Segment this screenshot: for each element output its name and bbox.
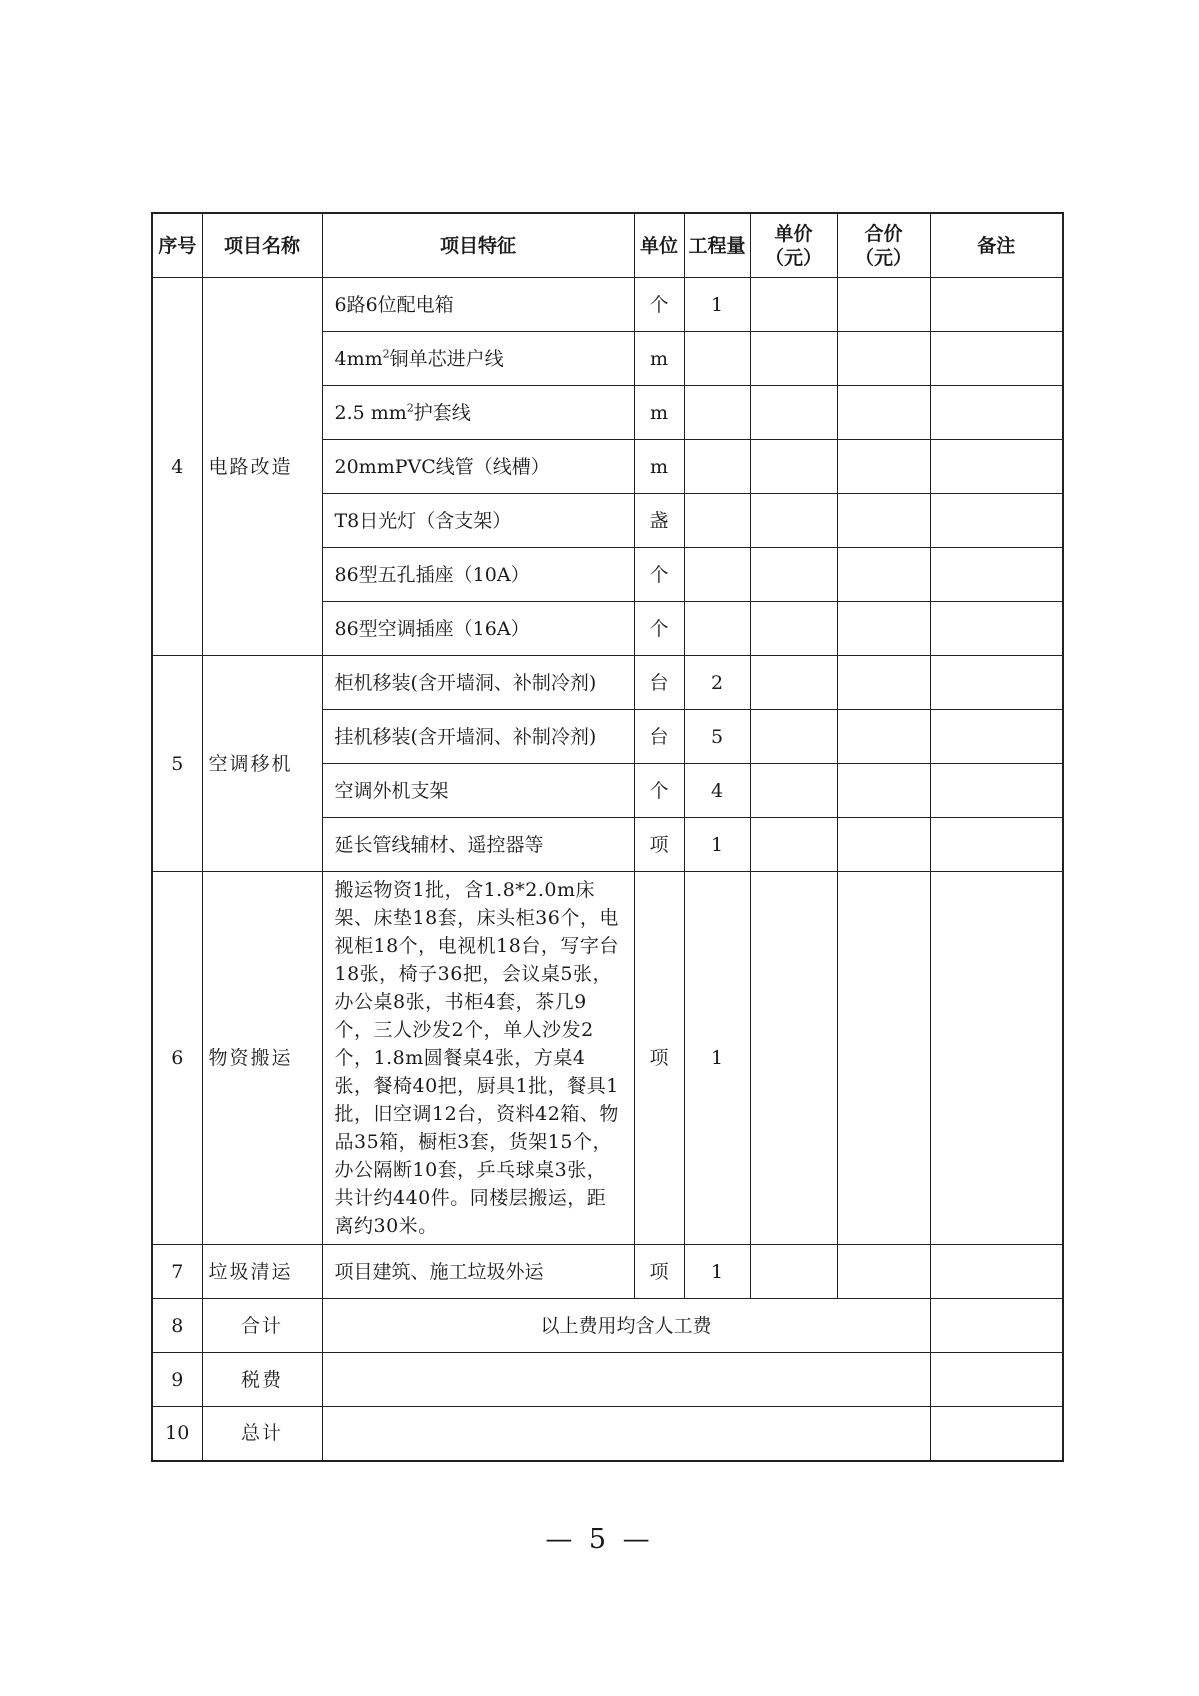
unit-cell: 项 bbox=[634, 818, 684, 872]
unit-price-cell bbox=[750, 602, 837, 656]
quantity-cell bbox=[684, 548, 750, 602]
total-price-cell bbox=[837, 332, 930, 386]
header-total-price-line1: 合价 bbox=[864, 222, 903, 245]
unit-price-cell bbox=[750, 386, 837, 440]
quantity-cell bbox=[684, 386, 750, 440]
tax-value bbox=[322, 1353, 930, 1407]
seq-cell: 7 bbox=[152, 1245, 202, 1299]
unit-cell: m bbox=[634, 332, 684, 386]
bill-of-quantities-table bbox=[151, 212, 1064, 1462]
remarks-cell bbox=[930, 872, 1063, 1245]
feature-text: 4mm bbox=[334, 347, 383, 370]
header-total-price-line2: （元） bbox=[854, 246, 912, 269]
quantity-cell: 1 bbox=[684, 872, 750, 1245]
seq-cell: 9 bbox=[152, 1353, 202, 1407]
unit-price-cell bbox=[750, 710, 837, 764]
remarks-cell bbox=[930, 332, 1063, 386]
remarks-cell bbox=[930, 656, 1063, 710]
remarks-cell bbox=[930, 386, 1063, 440]
total-price-cell bbox=[837, 656, 930, 710]
total-price-cell bbox=[837, 764, 930, 818]
feature-cell: 86型空调插座（16A） bbox=[322, 602, 634, 656]
remarks-cell bbox=[930, 440, 1063, 494]
quantity-cell: 4 bbox=[684, 764, 750, 818]
remarks-cell bbox=[930, 548, 1063, 602]
tax-row bbox=[152, 1353, 1063, 1407]
header-row bbox=[152, 213, 1063, 278]
total-price-cell bbox=[837, 548, 930, 602]
table-row bbox=[152, 872, 1063, 1245]
remarks-cell bbox=[930, 1407, 1063, 1461]
quantity-cell bbox=[684, 602, 750, 656]
unit-price-cell bbox=[750, 278, 837, 332]
quantity-cell: 1 bbox=[684, 278, 750, 332]
remarks-cell bbox=[930, 1299, 1063, 1353]
superscript: 2 bbox=[406, 401, 414, 415]
unit-cell: 台 bbox=[634, 710, 684, 764]
remarks-cell bbox=[930, 494, 1063, 548]
total-price-cell bbox=[837, 818, 930, 872]
superscript: 2 bbox=[382, 347, 390, 361]
feature-cell: 空调外机支架 bbox=[322, 764, 634, 818]
unit-price-cell bbox=[750, 494, 837, 548]
unit-price-cell bbox=[750, 818, 837, 872]
page-number: — 5 — bbox=[545, 1524, 654, 1555]
total-price-cell bbox=[837, 278, 930, 332]
remarks-cell bbox=[930, 278, 1063, 332]
unit-cell: 盏 bbox=[634, 494, 684, 548]
unit-cell: m bbox=[634, 440, 684, 494]
quantity-cell: 2 bbox=[684, 656, 750, 710]
total-price-cell bbox=[837, 602, 930, 656]
feature-cell: 项目建筑、施工垃圾外运 bbox=[322, 1245, 634, 1299]
grand-total-label: 总计 bbox=[202, 1407, 322, 1461]
remarks-cell bbox=[930, 1353, 1063, 1407]
quantity-cell bbox=[684, 440, 750, 494]
tax-label: 税费 bbox=[202, 1353, 322, 1407]
remarks-cell bbox=[930, 710, 1063, 764]
remarks-cell bbox=[930, 818, 1063, 872]
feature-cell: 柜机移装(含开墙洞、补制冷剂) bbox=[322, 656, 634, 710]
unit-price-cell bbox=[750, 332, 837, 386]
total-price-cell bbox=[837, 386, 930, 440]
item-name-cell: 空调移机 bbox=[202, 656, 322, 872]
quantity-cell bbox=[684, 494, 750, 548]
feature-cell: 20mmPVC线管（线槽） bbox=[322, 440, 634, 494]
unit-cell: 个 bbox=[634, 764, 684, 818]
feature-cell: 挂机移装(含开墙洞、补制冷剂) bbox=[322, 710, 634, 764]
feature-cell bbox=[322, 386, 634, 440]
unit-price-cell bbox=[750, 548, 837, 602]
unit-cell: 个 bbox=[634, 278, 684, 332]
total-price-cell bbox=[837, 710, 930, 764]
quantity-cell bbox=[684, 332, 750, 386]
feature-text: 2.5 mm bbox=[334, 401, 407, 424]
grand-total-row bbox=[152, 1407, 1063, 1461]
remarks-cell bbox=[930, 1245, 1063, 1299]
remarks-cell bbox=[930, 764, 1063, 818]
feature-cell: 搬运物资1批，含1.8*2.0m床架、床垫18套，床头柜36个，电视柜18个，电视机18台，写字台18张，椅子36把，会议桌5张，办公桌8张，书柜4套，茶几9个，三人沙发2个，单人沙发2个，1.8m圆餐桌4张，方桌4张，餐椅40把，厨具1批，餐具1批，旧空调12台，资料42箱、物品35箱，橱柜3套，货架15个，办公隔断10套，乒乓球桌3张，共计约440件。同楼层搬运，距离约30米。 bbox=[322, 872, 634, 1245]
seq-cell: 10 bbox=[152, 1407, 202, 1461]
subtotal-row bbox=[152, 1299, 1063, 1353]
feature-text: 铜单芯进户线 bbox=[389, 347, 504, 370]
seq-cell: 4 bbox=[152, 278, 202, 656]
item-name-cell: 物资搬运 bbox=[202, 872, 322, 1245]
subtotal-note: 以上费用均含人工费 bbox=[322, 1299, 930, 1353]
header-seq: 序号 bbox=[152, 213, 202, 278]
total-price-cell bbox=[837, 872, 930, 1245]
unit-price-cell bbox=[750, 1245, 837, 1299]
header-total-price bbox=[837, 213, 930, 278]
feature-cell bbox=[322, 332, 634, 386]
feature-cell: T8日光灯（含支架） bbox=[322, 494, 634, 548]
item-name-cell: 垃圾清运 bbox=[202, 1245, 322, 1299]
unit-cell: 个 bbox=[634, 548, 684, 602]
total-price-cell bbox=[837, 494, 930, 548]
header-item-name: 项目名称 bbox=[202, 213, 322, 278]
unit-price-cell bbox=[750, 440, 837, 494]
seq-cell: 6 bbox=[152, 872, 202, 1245]
unit-cell: 项 bbox=[634, 1245, 684, 1299]
subtotal-label: 合计 bbox=[202, 1299, 322, 1353]
unit-cell: 台 bbox=[634, 656, 684, 710]
quantity-cell: 5 bbox=[684, 710, 750, 764]
table-row bbox=[152, 278, 1063, 332]
total-price-cell bbox=[837, 440, 930, 494]
seq-cell: 8 bbox=[152, 1299, 202, 1353]
remarks-cell bbox=[930, 602, 1063, 656]
item-name-cell: 电路改造 bbox=[202, 278, 322, 656]
unit-cell: 项 bbox=[634, 872, 684, 1245]
header-unit-price-line1: 单价 bbox=[774, 222, 813, 245]
feature-cell: 延长管线辅材、遥控器等 bbox=[322, 818, 634, 872]
header-features: 项目特征 bbox=[322, 213, 634, 278]
feature-text: 护套线 bbox=[413, 401, 471, 424]
feature-cell: 86型五孔插座（10A） bbox=[322, 548, 634, 602]
feature-cell: 6路6位配电箱 bbox=[322, 278, 634, 332]
total-price-cell bbox=[837, 1245, 930, 1299]
table-row bbox=[152, 1245, 1063, 1299]
seq-cell: 5 bbox=[152, 656, 202, 872]
header-quantity: 工程量 bbox=[684, 213, 750, 278]
header-unit-price-line2: （元） bbox=[764, 246, 822, 269]
quantity-cell: 1 bbox=[684, 818, 750, 872]
unit-price-cell bbox=[750, 872, 837, 1245]
quantity-cell: 1 bbox=[684, 1245, 750, 1299]
unit-price-cell bbox=[750, 764, 837, 818]
table-row bbox=[152, 656, 1063, 710]
header-unit: 单位 bbox=[634, 213, 684, 278]
unit-cell: m bbox=[634, 386, 684, 440]
unit-price-cell bbox=[750, 656, 837, 710]
grand-total-value bbox=[322, 1407, 930, 1461]
header-remarks: 备注 bbox=[930, 213, 1063, 278]
header-unit-price bbox=[750, 213, 837, 278]
unit-cell: 个 bbox=[634, 602, 684, 656]
